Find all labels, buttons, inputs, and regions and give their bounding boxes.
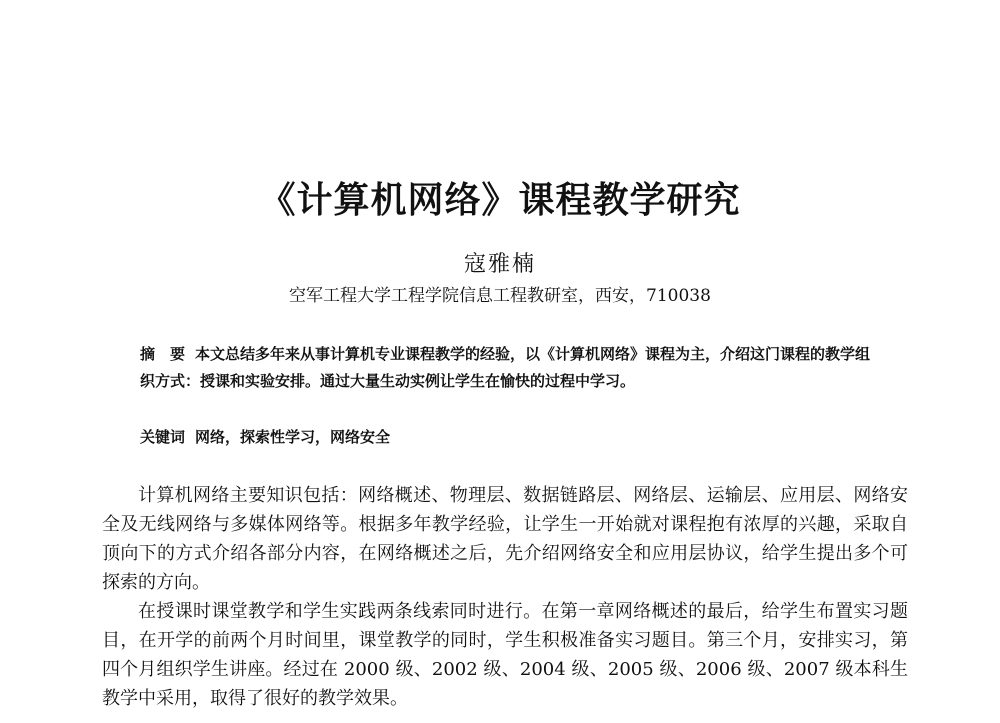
body-text: [102, 481, 908, 713]
author-affiliation: 空军工程大学工程学院信息工程教研室，西安，710038: [289, 286, 711, 306]
body-paragraph: 计算机网络主要知识包括：网络概述、物理层、数据链路层、网络层、运输层、应用层、网络安全及无线网络与多媒体网络等。根据多年教学经验，让学生一开始就对课程抱有浓厚的兴趣，采取自顶向下的方式介绍各部分内容，在网络概述之后，先介绍网络安全和应用层协议，给学生提出多个可探索的方向。: [102, 485, 908, 593]
keywords-text: 网络，探索性学习，网络安全: [195, 428, 391, 446]
abstract-label: 摘 要: [140, 345, 186, 363]
paper-title: 《计算机网络》课程教学研究: [259, 180, 741, 221]
keywords: [140, 426, 875, 447]
abstract-text: 本文总结多年来从事计算机专业课程教学的经验，以《计算机网络》课程为主，介绍这门课程的教学组织方式：授课和实验安排。通过大量生动实例让学生在愉快的过程中学习。: [140, 345, 871, 390]
author-name: 寇雅楠: [463, 252, 536, 277]
keywords-label: 关键词: [140, 428, 186, 446]
abstract: [140, 341, 875, 395]
body-paragraph: 在授课时课堂教学和学生实践两条线索同时进行。在第一章网络概述的最后，给学生布置实习题目，在开学的前两个月时间里，课堂教学的同时，学生积极准备实习题目。第三个月，安排实习，第四个月组织学生讲座。经过在 2000 级、2002 级、2004 级、2005 级、2006 级、2007 级本科生教学中采用，取得了很好的教学效果。: [102, 601, 908, 709]
